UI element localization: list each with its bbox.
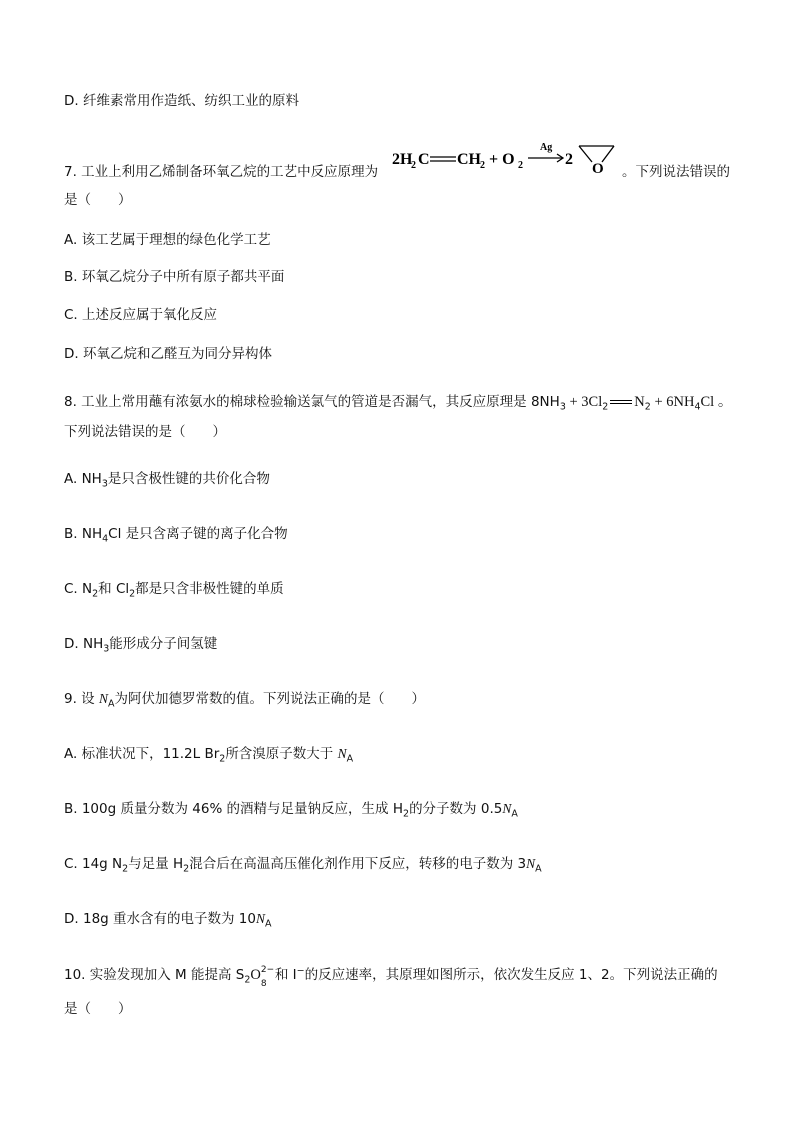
q7-stem-line2-text: 是（ ）	[64, 192, 132, 208]
option-text: Cl 是只含离子键的离子化合物	[108, 526, 288, 542]
q7-equation	[392, 136, 622, 178]
eq-ring-atom: O	[592, 161, 604, 177]
sub: 2	[244, 974, 251, 986]
option-text: D. 环氧乙烷和乙醛互为同分异构体	[64, 346, 272, 362]
na-symbol: N	[526, 856, 536, 871]
q8-eq-part: + 6NH	[650, 394, 695, 410]
option-text: A. 标准状况下，11.2L Br	[64, 746, 220, 762]
option-text: D. 纤维素常用作造纸、纺织工业的原料	[64, 93, 299, 109]
sub: 2	[183, 863, 190, 875]
eq-product-coef: 2	[565, 151, 573, 168]
q7-stem-tail	[622, 163, 730, 181]
q7-option-d	[64, 345, 272, 363]
sub: A	[265, 918, 272, 930]
option-text: A. NH	[64, 471, 102, 487]
option-text: 所含溴原子数大于	[225, 746, 338, 762]
q8-eq-part: + 3Cl	[565, 394, 603, 410]
sub: 2	[122, 863, 129, 875]
sup: 2−	[260, 965, 275, 975]
option-text: B. 环氧乙烷分子中所有原子都共平面	[64, 269, 285, 285]
q10-eq-part: O	[250, 967, 261, 983]
q9-stem-text: 9. 设	[64, 691, 99, 707]
eq-lhs2-sub: 2	[480, 160, 485, 171]
sub: 2	[403, 808, 410, 820]
sub: 4	[694, 401, 701, 413]
q9-option-b	[64, 800, 518, 818]
na-symbol: N	[502, 801, 512, 816]
sub: 3	[101, 478, 108, 490]
sub: 3	[103, 643, 110, 655]
q8-option-d	[64, 635, 217, 653]
q9-option-a	[64, 745, 353, 763]
ethylene-oxidation-equation	[392, 136, 622, 178]
q7-option-a	[64, 231, 271, 249]
eq-lhs1-sub: 2	[411, 160, 416, 171]
q7-option-b	[64, 268, 284, 286]
q8-stem-line2-text: 下列说法错误的是（ ）	[64, 424, 226, 440]
q6-option-d	[64, 92, 299, 110]
option-text: C. 上述反应属于氧化反应	[64, 307, 218, 323]
option-text: D. 18g 重水含有的电子数为 10	[64, 911, 256, 927]
epoxide-ring-icon	[579, 146, 614, 177]
option-text: 混合后在高温高压催化剂作用下反应，转移的电子数为 3	[189, 856, 527, 872]
eq-o2-sub: 2	[518, 160, 523, 171]
q8-option-c	[64, 580, 284, 598]
q10-stem-text: 和 I	[274, 967, 297, 983]
sub: 2	[644, 401, 651, 413]
q8-eq-part: N	[634, 394, 645, 410]
q10-stem-line2-text: 是（ ）	[64, 1001, 132, 1017]
na-symbol: N	[256, 911, 266, 926]
eq-lhs1: 2H	[392, 151, 413, 168]
option-text: B. NH	[64, 526, 103, 542]
sub: 2	[219, 753, 226, 765]
na-symbol: N	[337, 746, 347, 761]
sup: −	[296, 965, 305, 977]
q7-stem-text: 7. 工业上利用乙烯制备环氧乙烷的工艺中反应原理为	[64, 164, 379, 180]
option-text: A. 该工艺属于理想的绿色化学工艺	[64, 232, 271, 248]
sub: 4	[102, 533, 109, 545]
q10-stem-text: 的反应速率，其原理如图所示，依次发生反应 1、2。下列说法正确的	[304, 967, 718, 983]
sub: A	[535, 863, 542, 875]
q8-option-a	[64, 470, 270, 488]
q9-option-d	[64, 910, 272, 928]
sub: A	[511, 808, 518, 820]
q7-stem-tail-text: 。下列说法错误的	[622, 164, 730, 180]
option-text: 的分子数为 0.5	[409, 801, 503, 817]
q10-stem-text: 10. 实验发现加入 M 能提高 S	[64, 967, 245, 983]
eq-plus-o2: + O	[489, 151, 515, 168]
sup-sub-stack	[260, 965, 275, 989]
option-text: C. N	[64, 581, 93, 597]
q7-option-c	[64, 306, 217, 324]
q9-stem-text: 为阿伏加德罗常数的值。下列说法正确的是（ ）	[114, 691, 425, 707]
q8-stem	[64, 393, 732, 411]
q7-stem-line2	[64, 191, 132, 209]
option-text: 能形成分子间氢键	[109, 636, 218, 652]
sub: 2	[129, 588, 136, 600]
q8-stem-text: 8. 工业上常用蘸有浓氨水的棉球检验输送氯气的管道是否漏气，其反应原理是 8NH	[64, 394, 560, 410]
option-text: 都是只含非极性键的单质	[135, 581, 284, 597]
equals-sign	[610, 400, 632, 404]
option-text: D. NH	[64, 636, 104, 652]
q8-option-b	[64, 525, 288, 543]
q7-stem	[64, 163, 378, 181]
eq-lhs1-tail: C	[418, 151, 430, 168]
sub: A	[346, 753, 354, 765]
sub: A	[107, 698, 115, 710]
eq-catalyst: Ag	[540, 142, 553, 153]
option-text: C. 14g N	[64, 856, 123, 872]
q10-stem-line2	[64, 1000, 132, 1018]
q9-option-c	[64, 855, 542, 873]
q8-eq-part: Cl 。	[700, 394, 733, 410]
option-text: 与足量 H	[128, 856, 184, 872]
q9-stem	[64, 690, 425, 708]
q10-stem	[64, 965, 718, 989]
na-symbol: N	[98, 691, 108, 706]
option-text: 和 Cl	[98, 581, 130, 597]
sub: 3	[559, 401, 566, 413]
q8-stem-line2	[64, 423, 226, 441]
sub: 2	[602, 401, 609, 413]
eq-lhs2: CH	[457, 151, 481, 168]
sub: 8	[260, 979, 267, 989]
option-text: B. 100g 质量分数为 46% 的酒精与足量钠反应，生成 H	[64, 801, 404, 817]
sub: 2	[92, 588, 99, 600]
option-text: 是只含极性键的共价化合物	[107, 471, 270, 487]
